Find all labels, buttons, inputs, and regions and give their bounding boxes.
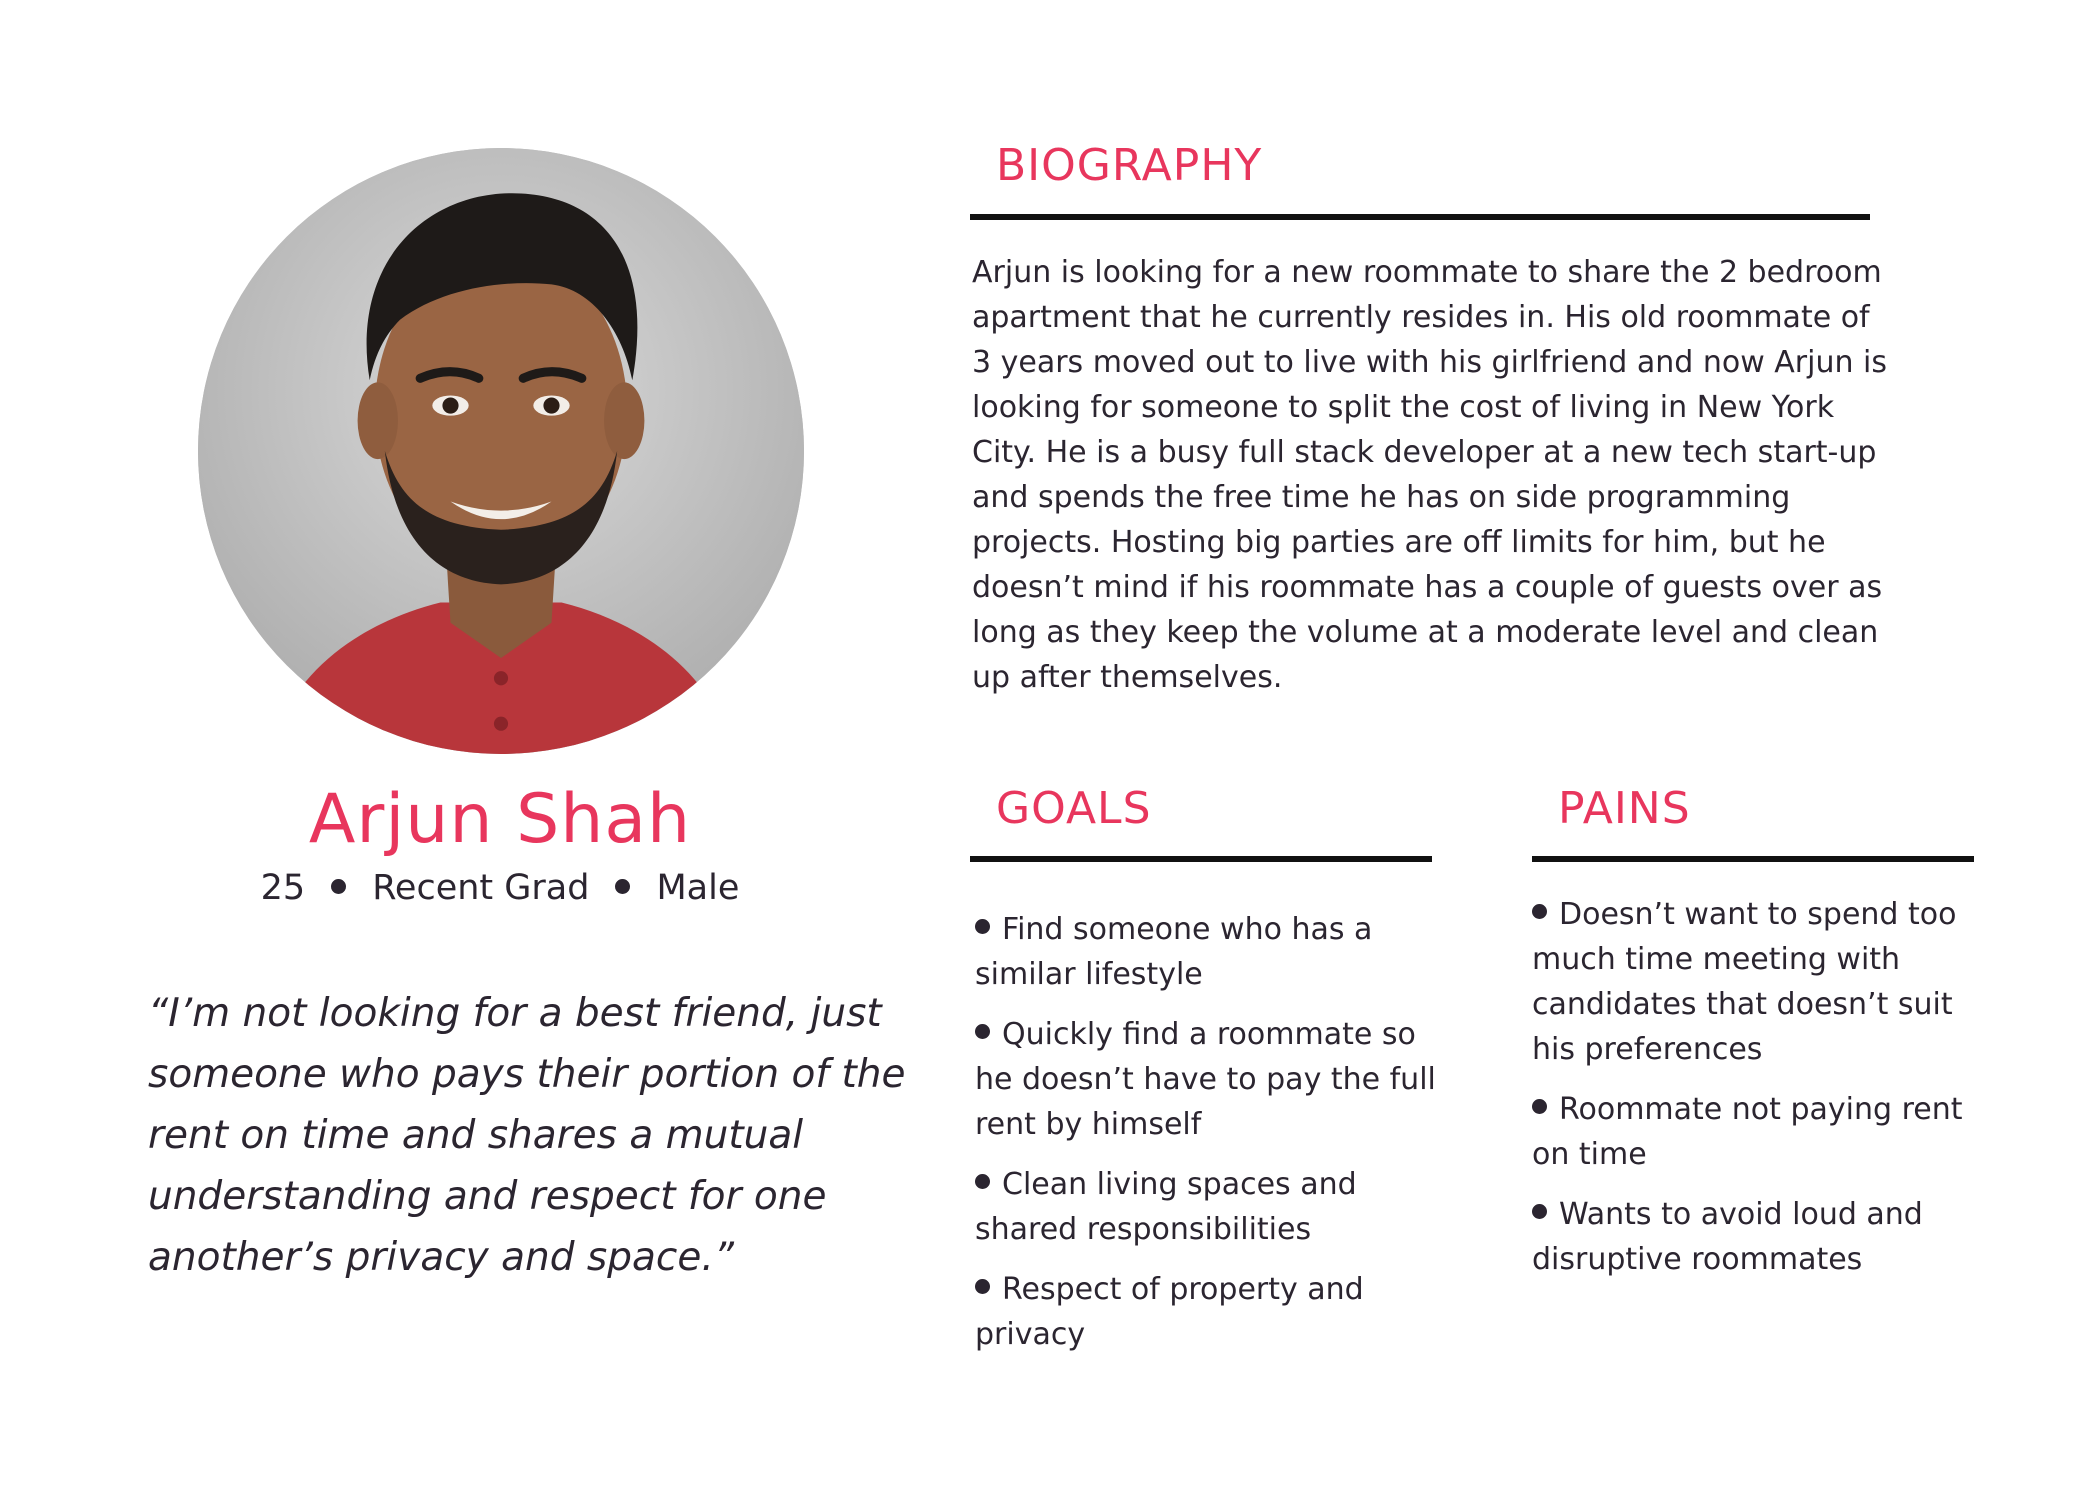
biography-text: Arjun is looking for a new roommate to share the 2 bedroom apartment that he currently resides in. His old roommate of 3 years moved out to live with his girlfriend and now Arjun is looking for someone to split the cost of living in New York City. He is a busy full stack developer at a new tech start-up and spends the free time he has on side programming projects. Hosting big parties are off limits for him, but he doesn’t mind if his roommate has a couple of guests over as long as they keep the volume at a moderate level and clean up after themselves. bbox=[972, 255, 1887, 695]
persona-age: 25 bbox=[260, 868, 306, 908]
bullet-icon bbox=[975, 1279, 990, 1294]
pain-item: Roommate not paying rent on time bbox=[1532, 1092, 1963, 1172]
persona-photo bbox=[198, 148, 804, 754]
pain-item: Wants to avoid loud and disruptive roommates bbox=[1532, 1197, 1923, 1277]
biography-divider bbox=[970, 214, 1870, 220]
goal-item: Quickly find a roommate so he doesn’t have to pay the full rent by himself bbox=[975, 1017, 1436, 1142]
separator-dot-icon bbox=[615, 879, 630, 894]
persona-demographics bbox=[0, 868, 1000, 908]
pains-divider bbox=[1532, 856, 1974, 862]
bullet-icon bbox=[975, 1174, 990, 1189]
bullet-icon bbox=[1532, 1204, 1547, 1219]
goals-heading: GOALS bbox=[996, 783, 1152, 834]
separator-dot-icon bbox=[331, 879, 346, 894]
persona-name: Arjun Shah bbox=[308, 780, 692, 859]
persona-quote: “I’m not looking for a best friend, just someone who pays their portion of the rent on time and shares a mutual understanding and respect for one another’s privacy and space.” bbox=[148, 991, 906, 1280]
pains-list bbox=[1532, 892, 2002, 1297]
persona-occupation: Recent Grad bbox=[372, 868, 590, 908]
goal-item: Clean living spaces and shared responsibilities bbox=[975, 1167, 1357, 1247]
biography-heading: BIOGRAPHY bbox=[996, 140, 1263, 191]
goals-list bbox=[975, 907, 1450, 1372]
goal-item: Respect of property and privacy bbox=[975, 1272, 1364, 1352]
bullet-icon bbox=[975, 1024, 990, 1039]
goals-divider bbox=[970, 856, 1432, 862]
persona-gender: Male bbox=[656, 868, 740, 908]
pain-item: Doesn’t want to spend too much time meeting with candidates that doesn’t suit his preferences bbox=[1532, 897, 1957, 1067]
bullet-icon bbox=[975, 919, 990, 934]
bullet-icon bbox=[1532, 904, 1547, 919]
pains-heading: PAINS bbox=[1558, 783, 1691, 834]
goal-item: Find someone who has a similar lifestyle bbox=[975, 912, 1373, 992]
bullet-icon bbox=[1532, 1099, 1547, 1114]
